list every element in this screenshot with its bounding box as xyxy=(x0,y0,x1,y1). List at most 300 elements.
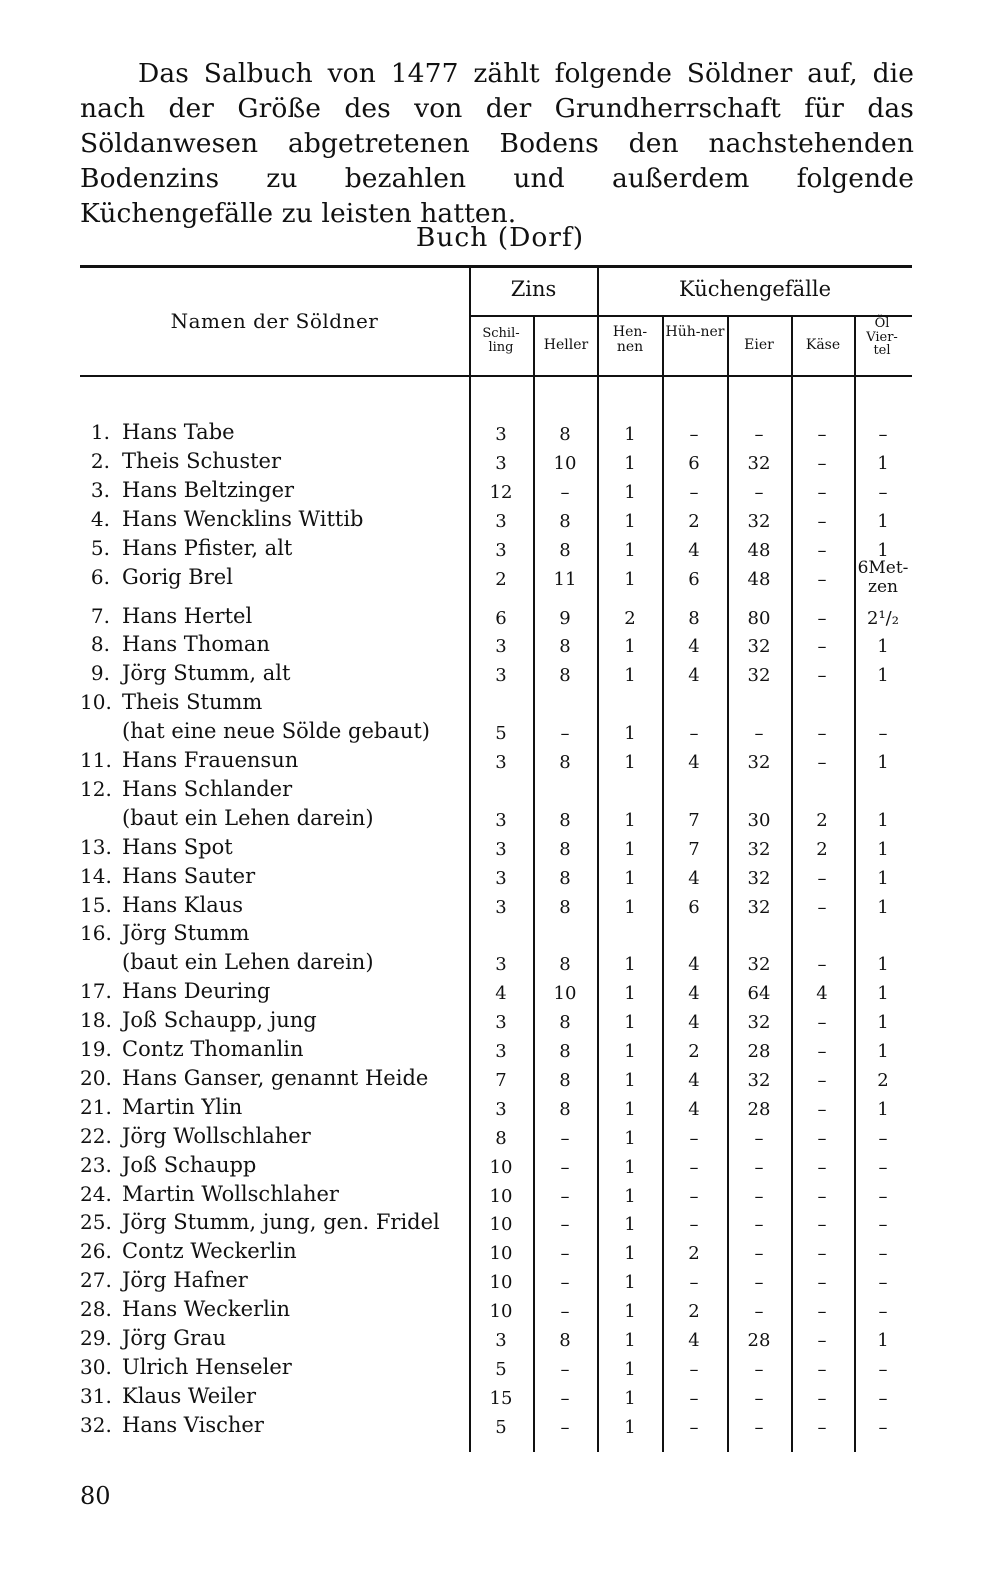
table-cell: – xyxy=(689,723,699,745)
table-cell: 1 xyxy=(624,1243,636,1265)
table-cell: – xyxy=(689,1127,699,1149)
table-cell: – xyxy=(754,1243,764,1265)
table-cell: 15 xyxy=(489,1387,513,1409)
table-cell: – xyxy=(878,723,888,745)
table-cell: – xyxy=(689,1358,699,1380)
table-cell: 8 xyxy=(559,1012,571,1034)
table-cell: 6 xyxy=(688,452,700,474)
table-cell: – xyxy=(754,1301,764,1323)
table-cell: 8 xyxy=(559,896,571,918)
table-cell: – xyxy=(754,481,764,503)
table-cell: – xyxy=(817,424,827,445)
table-cell: 32 xyxy=(747,954,771,976)
table-cell: 4 xyxy=(688,1098,700,1120)
table-cell: 10 xyxy=(489,1301,513,1323)
table-cell: 48 xyxy=(747,568,771,590)
table-cell: 1 xyxy=(624,1416,636,1438)
table-cell: 1 xyxy=(877,896,889,918)
table-cell: – xyxy=(817,636,827,658)
table-cell: 32 xyxy=(747,1012,771,1034)
table-cell: 3 xyxy=(495,510,507,532)
table-cell: 1 xyxy=(877,1330,889,1351)
table-cell: 3 xyxy=(495,665,507,687)
table-cell: 2 xyxy=(688,1041,700,1062)
table-cell: – xyxy=(878,1301,888,1323)
table-cell: 3 xyxy=(495,867,507,889)
table-cell: 32 xyxy=(747,452,771,474)
table-cell: 1 xyxy=(877,1012,889,1034)
soeldner-name: Hans Pfister, alt xyxy=(122,535,293,560)
soeldner-name: Jörg Stumm, alt xyxy=(122,661,291,686)
table-cell: 1 xyxy=(624,954,636,976)
soeldner-name: Martin Wollschlaher xyxy=(122,1181,339,1206)
table-cell: 2 xyxy=(816,838,828,860)
table-cell: 2 xyxy=(816,809,828,831)
row-number: 28. xyxy=(80,1297,112,1322)
row-number: 9. xyxy=(90,661,110,686)
table-cell: – xyxy=(878,1156,888,1178)
row-number: 32. xyxy=(80,1412,112,1437)
row-number: 31. xyxy=(80,1383,112,1408)
table-cell: – xyxy=(817,607,827,629)
table-cell: 1 xyxy=(624,1127,636,1149)
table-cell: – xyxy=(689,1156,699,1178)
table-cell: 1 xyxy=(624,1185,636,1207)
row-number: 25. xyxy=(80,1210,112,1235)
table-cell: – xyxy=(754,1358,764,1380)
table-cell: – xyxy=(754,1156,764,1178)
table-cell: – xyxy=(689,1387,699,1409)
table-cell: 64 xyxy=(747,983,771,1005)
table-cell: 1 xyxy=(624,481,636,503)
table-cell: – xyxy=(560,1156,570,1178)
table-cell: – xyxy=(878,1272,888,1294)
table-cell: 3 xyxy=(495,838,507,860)
table-cell: 1 xyxy=(877,752,889,773)
soeldner-name: Hans Frauensun xyxy=(122,748,299,772)
table-cell: – xyxy=(560,1243,570,1265)
table-cell: 3 xyxy=(495,636,507,658)
row-number: 7. xyxy=(90,603,110,628)
soeldner-name: Gorig Brel xyxy=(122,564,233,589)
table-cell: – xyxy=(817,1185,827,1207)
table-cell: 4 xyxy=(688,636,700,658)
table-cell: 1 xyxy=(877,809,889,831)
table-cell: 1 xyxy=(624,1041,636,1062)
table-cell: 28 xyxy=(747,1041,771,1062)
table-cell: 6 xyxy=(495,607,507,629)
table-cell: – xyxy=(560,1185,570,1207)
header-names: Namen der Söldner xyxy=(170,309,379,333)
table-cell: 32 xyxy=(747,1069,771,1091)
table-cell: 1 xyxy=(624,838,636,860)
table-cell: 1 xyxy=(624,1156,636,1178)
row-number: 14. xyxy=(80,863,112,888)
soeldner-name: Contz Thomanlin xyxy=(122,1037,304,1061)
table-cell: – xyxy=(754,1387,764,1409)
table-cell: 8 xyxy=(559,424,571,445)
table-cell: 32 xyxy=(747,752,771,773)
table-cell: 1 xyxy=(877,510,889,532)
row-number: 16. xyxy=(80,921,112,946)
table-cell: 30 xyxy=(747,809,771,831)
intro-paragraph: Das Salbuch von 1477 zählt folgende Söldner auf, die nach der Größe des von der Grundherrschaft für das Söldanwesen abgetretenen Bodens den nachstehenden Bodenzins zu bezahlen und außerdem folgende Küchengefälle zu leisten hatten. xyxy=(80,58,914,229)
page-number: 80 xyxy=(80,1482,111,1510)
table-cell: – xyxy=(817,1387,827,1409)
row-number: 8. xyxy=(90,632,110,657)
table-cell: 10 xyxy=(489,1243,513,1265)
table-cell: – xyxy=(817,1416,827,1438)
table-cell: – xyxy=(878,1185,888,1207)
table-cell: – xyxy=(689,1185,699,1207)
table-cell: 1 xyxy=(624,983,636,1005)
table-cell: – xyxy=(817,1012,827,1034)
soeldner-name: Jörg Grau xyxy=(122,1326,227,1350)
table-cell: 8 xyxy=(559,510,571,532)
table-cell: 1 xyxy=(624,568,636,590)
table-cell: 1 xyxy=(624,1272,636,1294)
soeldner-name: Ulrich Henseler xyxy=(122,1354,292,1379)
table-cell: 32 xyxy=(747,665,771,687)
soeldner-name: Joß Schaupp, jung xyxy=(122,1008,317,1033)
table-cell: 1 xyxy=(877,954,889,976)
table-cell: – xyxy=(817,568,827,590)
table-cell: 7 xyxy=(688,809,700,831)
table-cell: 1 xyxy=(877,838,889,860)
table-cell: – xyxy=(817,867,827,889)
row-number: 12. xyxy=(80,776,112,801)
table-cell: 4 xyxy=(688,954,700,976)
table-cell: – xyxy=(560,481,570,503)
table-cell: 10 xyxy=(489,1185,513,1207)
table-cell: 3 xyxy=(495,809,507,831)
table-cell: 8 xyxy=(495,1127,507,1149)
soeldner-name: Martin Ylin xyxy=(122,1094,243,1119)
table-cell: – xyxy=(817,896,827,918)
table-cell: – xyxy=(878,1214,888,1236)
table-cell: 1 xyxy=(624,1012,636,1034)
table-cell: – xyxy=(878,1416,888,1438)
table-cell: 1 xyxy=(877,665,889,687)
table-cell: 8 xyxy=(688,607,700,629)
soeldner-name: Hans Spot xyxy=(122,834,233,859)
soeldner-name: Jörg Stumm, jung, gen. Fridel xyxy=(122,1210,440,1235)
table-cell: 3 xyxy=(495,752,507,773)
row-number: 24. xyxy=(80,1181,112,1206)
table-cell: – xyxy=(817,510,827,532)
soeldner-name: Hans Schlander xyxy=(122,776,293,801)
table-cell: 3 xyxy=(495,452,507,474)
table-cell: 3 xyxy=(495,1041,507,1062)
table-cell: – xyxy=(817,752,827,773)
table-cell: 1 xyxy=(624,867,636,889)
table-cell: 1 xyxy=(877,636,889,658)
table-cell: 8 xyxy=(559,636,571,658)
table-cell: – xyxy=(817,723,827,745)
row-number: 27. xyxy=(80,1268,112,1293)
table-cell: 4 xyxy=(688,539,700,561)
table-cell: 8 xyxy=(559,1098,571,1120)
soeldner-name: Hans Wencklins Wittib xyxy=(122,506,364,531)
table-cell: 5 xyxy=(495,1416,507,1438)
table-cell: – xyxy=(754,1214,764,1236)
table-cell: 1 xyxy=(624,1214,636,1236)
column-divider xyxy=(597,267,599,1452)
header-heller: Heller xyxy=(543,337,589,353)
soeldner-name: Hans Ganser, genannt Heide xyxy=(122,1065,429,1090)
header-bottom-rule xyxy=(80,375,912,377)
table-cell: 48 xyxy=(747,539,771,561)
table-cell: – xyxy=(560,1272,570,1294)
table-cell: – xyxy=(817,481,827,503)
table-cell: – xyxy=(560,1416,570,1438)
table-cell: 6Met-zen xyxy=(857,557,909,598)
soeldner-name: Jörg Wollschlaher xyxy=(122,1123,311,1148)
table-cell: 10 xyxy=(553,983,577,1005)
table-cell: 7 xyxy=(495,1069,507,1091)
table-cell: 80 xyxy=(747,607,771,629)
table-cell: 1 xyxy=(624,1069,636,1091)
table-cell: 9 xyxy=(559,607,571,629)
table-cell: – xyxy=(754,424,764,445)
table-cell: 1 xyxy=(624,636,636,658)
table-cell: – xyxy=(560,1358,570,1380)
table-cell: – xyxy=(817,665,827,687)
table-cell: 1 xyxy=(877,983,889,1005)
table-cell: 1 xyxy=(624,896,636,918)
table-cell: 3 xyxy=(495,1012,507,1034)
table-cell: 32 xyxy=(747,896,771,918)
table-cell: 2 xyxy=(688,1243,700,1265)
table-cell: – xyxy=(878,1243,888,1265)
table-cell: – xyxy=(817,1272,827,1294)
table-cell: 1 xyxy=(624,424,636,445)
table-cell: 2¹/₂ xyxy=(867,607,899,629)
table-cell: 1 xyxy=(877,867,889,889)
table-cell: 1 xyxy=(624,539,636,561)
soeldner-name: Hans Deuring xyxy=(122,979,271,1004)
table-cell: 2 xyxy=(877,1069,889,1091)
header-zins: Zins xyxy=(510,277,557,301)
row-number: 21. xyxy=(80,1094,112,1119)
table-cell: 1 xyxy=(624,452,636,474)
table-cell: – xyxy=(689,481,699,503)
row-number: 2. xyxy=(90,448,110,473)
soeldner-name: Hans Tabe xyxy=(122,420,235,444)
row-number: 20. xyxy=(80,1065,112,1090)
table-cell: 8 xyxy=(559,1041,571,1062)
table-cell: 6 xyxy=(688,568,700,590)
soeldner-name: Hans Sauter xyxy=(122,863,256,888)
table-cell: – xyxy=(754,1127,764,1149)
table-cell: 8 xyxy=(559,1069,571,1091)
table-cell: 8 xyxy=(559,954,571,976)
header-schilling: Schil-ling xyxy=(482,326,520,356)
row-number: 30. xyxy=(80,1354,112,1379)
table-cell: 1 xyxy=(877,1041,889,1062)
table-cell: – xyxy=(878,1387,888,1409)
soeldner-name: Hans Hertel xyxy=(122,603,253,628)
table-cell: 1 xyxy=(877,539,889,561)
soeldner-name: Contz Weckerlin xyxy=(122,1239,297,1264)
table-cell: 4 xyxy=(816,983,828,1005)
table-cell: – xyxy=(878,1127,888,1149)
row-number: 3. xyxy=(90,477,110,502)
village-heading: Buch (Dorf) xyxy=(415,222,585,253)
table-cell: 4 xyxy=(688,1069,700,1091)
header-eier: Eier xyxy=(744,337,774,353)
soeldner-name: Hans Beltzinger xyxy=(122,477,295,502)
table-cell: 4 xyxy=(688,665,700,687)
table-cell: 8 xyxy=(559,752,571,773)
soeldner-name: Hans Weckerlin xyxy=(122,1297,291,1322)
table-cell: – xyxy=(817,1358,827,1380)
table-cell: – xyxy=(817,1098,827,1120)
table-cell: 5 xyxy=(495,1358,507,1380)
row-number: 19. xyxy=(80,1037,112,1061)
table-cell: 1 xyxy=(624,510,636,532)
table-cell: 1 xyxy=(624,1330,636,1351)
soeldner-table xyxy=(80,265,912,1455)
table-cell: 8 xyxy=(559,867,571,889)
table-cell: – xyxy=(689,1214,699,1236)
table-cell: – xyxy=(817,1041,827,1062)
soeldner-name: Theis Stumm xyxy=(122,690,263,715)
table-cell: – xyxy=(817,1127,827,1149)
table-cell: – xyxy=(689,1272,699,1294)
table-cell: 4 xyxy=(495,983,507,1005)
table-cell: 4 xyxy=(688,983,700,1005)
table-cell: 3 xyxy=(495,954,507,976)
table-cell: 10 xyxy=(489,1156,513,1178)
table-cell: 32 xyxy=(747,636,771,658)
table-cell: 1 xyxy=(624,752,636,773)
soeldner-note: (hat eine neue Sölde gebaut) xyxy=(122,719,430,744)
table-cell: – xyxy=(560,1214,570,1236)
table-cell: 1 xyxy=(624,1098,636,1120)
table-cell: 1 xyxy=(877,452,889,474)
table-cell: 32 xyxy=(747,510,771,532)
header-huehner: Hüh-ner xyxy=(665,324,725,340)
table-cell: 1 xyxy=(624,665,636,687)
table-cell: 32 xyxy=(747,867,771,889)
table-cell: 1 xyxy=(877,1098,889,1120)
header-kuechengefaelle: Küchengefälle xyxy=(678,277,831,301)
table-cell: – xyxy=(878,1358,888,1380)
table-cell: – xyxy=(817,1301,827,1323)
soeldner-name: Jörg Stumm xyxy=(122,921,250,946)
table-cell: – xyxy=(560,723,570,745)
table-cell: 12 xyxy=(489,481,513,503)
header-kaese: Käse xyxy=(805,337,841,353)
table-cell: 7 xyxy=(688,838,700,860)
row-number: 13. xyxy=(80,834,112,859)
row-number: 22. xyxy=(80,1123,112,1148)
table-cell: – xyxy=(754,1185,764,1207)
table-cell: 2 xyxy=(624,607,636,629)
table-cell: 4 xyxy=(688,1330,700,1351)
soeldner-name: Hans Thoman xyxy=(122,632,270,657)
table-cell: 2 xyxy=(688,1301,700,1323)
table-cell: 2 xyxy=(495,568,507,590)
table-cell: – xyxy=(754,723,764,745)
table-cell: – xyxy=(817,954,827,976)
table-cell: – xyxy=(560,1127,570,1149)
table-cell: 3 xyxy=(495,1330,507,1351)
table-cell: – xyxy=(560,1387,570,1409)
subheader-rule xyxy=(470,315,912,317)
header-oel-viertel: Öl Vier-tel xyxy=(866,316,898,359)
table-cell: – xyxy=(878,424,888,445)
table-cell: 8 xyxy=(559,1330,571,1351)
table-cell: – xyxy=(560,1301,570,1323)
row-number: 23. xyxy=(80,1152,112,1177)
table-cell: 1 xyxy=(624,1387,636,1409)
table-cell: – xyxy=(754,1272,764,1294)
table-cell: 6 xyxy=(688,896,700,918)
table-cell: 4 xyxy=(688,867,700,889)
table-cell: – xyxy=(817,1069,827,1091)
row-number: 6. xyxy=(90,564,110,589)
table-cell: 4 xyxy=(688,752,700,773)
table-cell: 2 xyxy=(688,510,700,532)
table-cell: 1 xyxy=(624,1358,636,1380)
table-cell: 3 xyxy=(495,1098,507,1120)
row-number: 1. xyxy=(90,420,110,444)
row-number: 11. xyxy=(80,748,112,772)
row-number: 18. xyxy=(80,1008,112,1033)
table-cell: 4 xyxy=(688,1012,700,1034)
table-cell: 1 xyxy=(624,809,636,831)
soeldner-name: Jörg Hafner xyxy=(122,1268,248,1293)
table-cell: – xyxy=(817,1243,827,1265)
table-cell: 3 xyxy=(495,539,507,561)
table-cell: 5 xyxy=(495,723,507,745)
table-cell: 3 xyxy=(495,424,507,445)
table-cell: – xyxy=(817,539,827,561)
soeldner-name: Hans Klaus xyxy=(122,892,244,917)
table-cell: 8 xyxy=(559,665,571,687)
table-cell: 32 xyxy=(747,838,771,860)
row-number: 5. xyxy=(90,535,110,560)
table-cell: – xyxy=(689,424,699,445)
soeldner-name: Theis Schuster xyxy=(122,448,282,473)
table-cell: – xyxy=(754,1416,764,1438)
soeldner-name: Klaus Weiler xyxy=(122,1383,257,1408)
table-cell: 8 xyxy=(559,539,571,561)
table-cell: – xyxy=(878,481,888,503)
row-number: 10. xyxy=(80,690,112,715)
header-hennen: Hen-nen xyxy=(612,324,648,356)
soeldner-note: (baut ein Lehen darein) xyxy=(122,805,374,830)
table-top-rule xyxy=(80,265,912,268)
row-number: 29. xyxy=(80,1326,112,1350)
table-cell: 3 xyxy=(495,896,507,918)
table-cell: 11 xyxy=(553,568,577,590)
table-cell: 10 xyxy=(489,1272,513,1294)
row-number: 26. xyxy=(80,1239,112,1264)
table-cell: – xyxy=(817,1156,827,1178)
table-cell: – xyxy=(817,452,827,474)
row-number: 17. xyxy=(80,979,112,1004)
table-cell: 1 xyxy=(624,1301,636,1323)
table-cell: 28 xyxy=(747,1330,771,1351)
table-cell: – xyxy=(689,1416,699,1438)
table-cell: – xyxy=(817,1330,827,1351)
soeldner-note: (baut ein Lehen darein) xyxy=(122,950,374,975)
table-cell: 8 xyxy=(559,838,571,860)
table-cell: 28 xyxy=(747,1098,771,1120)
